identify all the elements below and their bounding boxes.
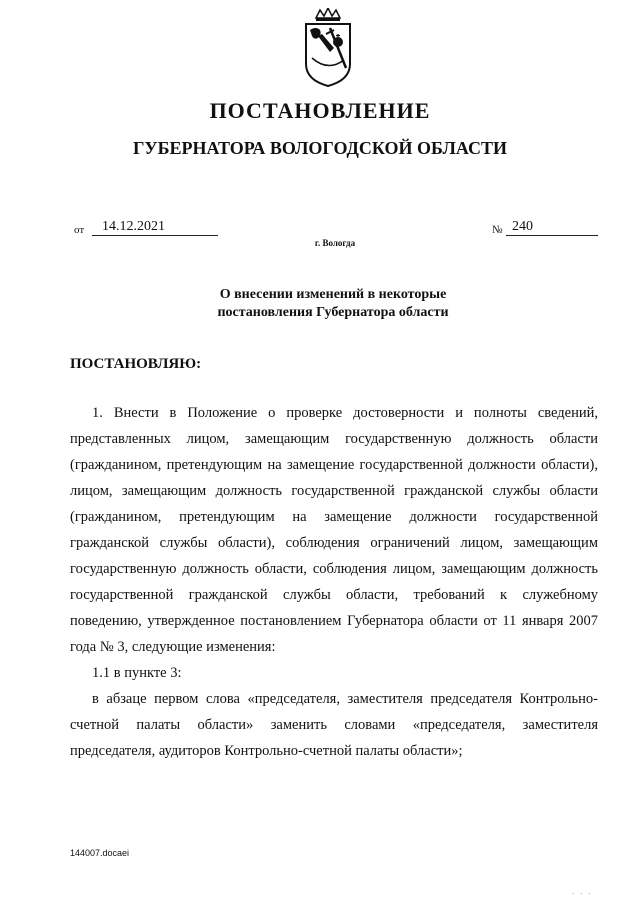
footer-marks: · · ·: [572, 890, 593, 898]
body-paragraph-1: 1. Внести в Положение о проверке достоверности и полноты сведений, представленных лицом, замещающим государственную должность области (гражданином, претендующим на замещение государственной должности области), лицом, замещающим должность государственной гражданской службы области (гражданином, претендующим на замещение должности государственной гражданской службы области), соблюдения ограничений лицом, замещающим государственную должность области, соблюдения лицом, замещающим должность государственной гражданской службы области, требований к служебному поведению, утвержденное постановлением Губернатора области от 11 января 2007 года № 3, следующие изменения:: [70, 405, 598, 655]
footer-file-name: 144007.docaei: [70, 848, 130, 858]
coat-of-arms-icon: [300, 8, 356, 88]
body-paragraph-2: 1.1 в пункте 3:: [92, 665, 182, 681]
subject-line-1: О внесении изменений в некоторые: [219, 287, 447, 302]
document-title: ПОСТАНОВЛЕНИЕ: [209, 98, 431, 123]
resolve-heading: ПОСТАНОВЛЯЮ:: [70, 356, 202, 372]
date-prefix: от: [74, 224, 85, 236]
document-body: [70, 400, 598, 764]
subject-line-2: постановления Губернатора области: [217, 305, 449, 320]
document-date: 14.12.2021: [92, 219, 218, 236]
body-paragraph-3: в абзаце первом слова «председателя, заместителя председателя Контрольно-счетной палаты области» заменить словами «председателя, заместителя председателя, аудиторов Контрольно-счетной палаты области»;: [70, 691, 598, 759]
document-number: 240: [506, 219, 598, 236]
number-prefix: №: [492, 224, 503, 236]
document-subtitle: ГУБЕРНАТОРА ВОЛОГОДСКОЙ ОБЛАСТИ: [132, 138, 508, 158]
document-city: г. Вологда: [314, 238, 356, 248]
document-subject: [0, 286, 640, 322]
